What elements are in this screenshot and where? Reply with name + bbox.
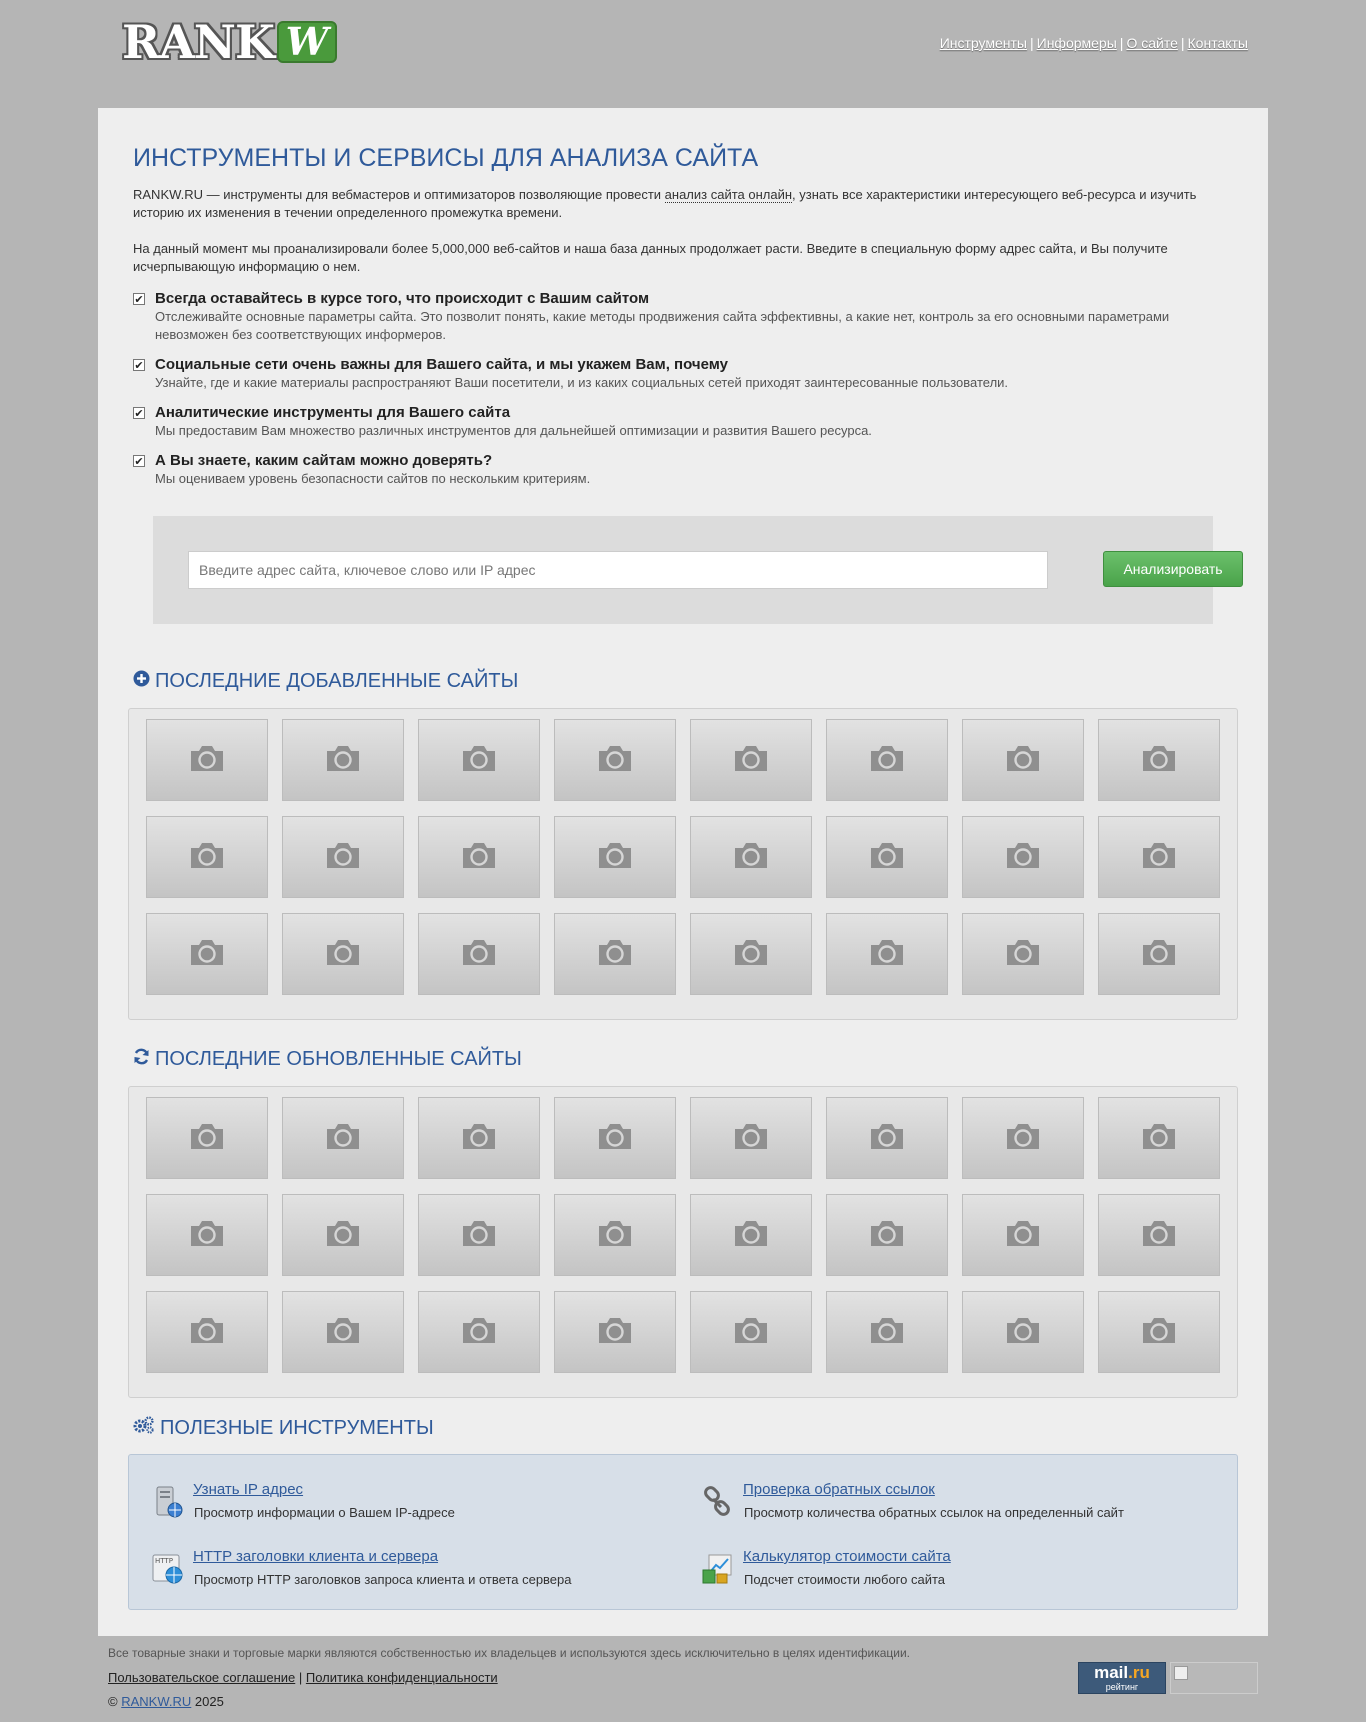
site-thumbnail[interactable] (146, 719, 268, 801)
intro-paragraph-2: На данный момент мы проанализировали более 5,000,000 веб-сайтов и наша база данных продолжает расти. Введите в специальную форму адрес сайта, и Вы получите исчерпывающую информацию о нем. (133, 241, 1168, 274)
site-thumbnail[interactable] (826, 1194, 948, 1276)
copyright-year: 2025 (194, 1694, 224, 1709)
tool-item-http-headers (151, 1548, 671, 1594)
tool-description: Просмотр информации о Вашем IP-адресе (194, 1505, 455, 1520)
nav-about-link[interactable]: О сайте (1126, 35, 1178, 51)
tools-heading (133, 1416, 434, 1440)
camera-icon (187, 743, 227, 777)
camera-icon (1139, 1121, 1179, 1155)
user-agreement-link[interactable]: Пользовательское соглашение (108, 1670, 296, 1685)
feature-item (133, 404, 872, 440)
tool-item-ip (151, 1481, 671, 1527)
tool-link[interactable]: HTTP заголовки клиента и сервера (193, 1548, 439, 1565)
camera-icon (1003, 937, 1043, 971)
http-icon (151, 1552, 185, 1586)
site-thumbnail[interactable] (418, 1194, 540, 1276)
nav-separator: | (1180, 35, 1185, 51)
nav-informers-link[interactable]: Информеры (1036, 35, 1117, 51)
camera-icon (595, 1218, 635, 1252)
site-thumbnail[interactable] (826, 816, 948, 898)
site-thumbnail[interactable] (1098, 816, 1220, 898)
camera-icon (731, 1121, 771, 1155)
tool-link[interactable]: Узнать IP адрес (193, 1481, 304, 1498)
intro-text: RANKW.RU — инструменты для вебмастеров и оптимизаторов позволяющие провести (133, 187, 665, 202)
site-thumbnail[interactable] (282, 1291, 404, 1373)
site-thumbnail[interactable] (282, 719, 404, 801)
recent-added-grid (128, 708, 1238, 1020)
site-thumbnail[interactable] (1098, 1097, 1220, 1179)
site-thumbnail[interactable] (1098, 1194, 1220, 1276)
camera-icon (1139, 743, 1179, 777)
copyright-symbol: © (108, 1694, 118, 1709)
camera-icon (459, 743, 499, 777)
camera-icon (1139, 840, 1179, 874)
feature-title: Аналитические инструменты для Вашего сайта (155, 404, 511, 421)
site-thumbnail[interactable] (554, 1097, 676, 1179)
feature-item (133, 290, 1233, 344)
site-thumbnail[interactable] (690, 1291, 812, 1373)
camera-icon (1003, 1218, 1043, 1252)
mailru-brand: mail (1094, 1663, 1129, 1682)
tool-description: Просмотр HTTP заголовков запроса клиента и ответа сервера (194, 1572, 572, 1587)
feature-title: А Вы знаете, каким сайтам можно доверять? (155, 452, 493, 469)
site-thumbnail[interactable] (826, 1291, 948, 1373)
tool-description: Просмотр количества обратных ссылок на определенный сайт (744, 1505, 1124, 1520)
camera-icon (595, 1315, 635, 1349)
site-thumbnail[interactable] (962, 719, 1084, 801)
camera-icon (867, 840, 907, 874)
feature-description: Узнайте, где и какие материалы распространяют Ваши посетители, и из каких социальных сетей приходят заинтересованные пользователи. (155, 375, 1009, 390)
broken-image-icon (1174, 1666, 1188, 1680)
page-title: ИНСТРУМЕНТЫ И СЕРВИСЫ ДЛЯ АНАЛИЗА САЙТА (133, 144, 759, 172)
site-thumbnail[interactable] (418, 719, 540, 801)
feature-description: Мы оцениваем уровень безопасности сайтов по нескольким критериям. (155, 471, 591, 486)
site-logo[interactable] (122, 15, 337, 69)
tool-item-site-value (701, 1548, 1221, 1594)
tool-link[interactable]: Проверка обратных ссылок (743, 1481, 935, 1498)
camera-icon (323, 1121, 363, 1155)
tool-item-backlinks (701, 1481, 1221, 1527)
camera-icon (595, 937, 635, 971)
nav-contacts-link[interactable]: Контакты (1187, 35, 1248, 51)
camera-icon (867, 1315, 907, 1349)
camera-icon (459, 937, 499, 971)
site-thumbnail[interactable] (962, 1194, 1084, 1276)
camera-icon (187, 840, 227, 874)
logo-w-badge: W (277, 21, 337, 63)
camera-icon (1003, 1121, 1043, 1155)
intro-paragraph-1 (133, 186, 1233, 222)
feature-item (133, 356, 1008, 392)
plus-circle-icon (133, 670, 150, 693)
logo-rank-text: RANK (122, 15, 274, 69)
trademark-disclaimer: Все товарные знаки и торговые марки являются собственностью их владельцев и используются здесь исключительно в целях идентификации. (108, 1646, 911, 1660)
thumbnail-grid (146, 1097, 1220, 1373)
nav-separator: | (1030, 35, 1034, 51)
camera-icon (323, 1218, 363, 1252)
site-thumbnail[interactable] (554, 1194, 676, 1276)
link-icon (701, 1485, 735, 1519)
tool-description: Подсчет стоимости любого сайта (744, 1572, 945, 1587)
main-panel (98, 108, 1268, 1636)
camera-icon (1003, 743, 1043, 777)
site-thumbnail[interactable] (962, 1291, 1084, 1373)
footer-separator: | (298, 1670, 303, 1685)
tools-panel (128, 1454, 1238, 1610)
camera-icon (323, 840, 363, 874)
checkbox-checked-icon: ✔ (134, 294, 144, 306)
section-title-text: ПОСЛЕДНИЕ ДОБАВЛЕННЫЕ САЙТЫ (155, 670, 519, 692)
nav-separator: | (1119, 35, 1124, 51)
site-thumbnail[interactable] (146, 1291, 268, 1373)
section-title-text: ПОСЛЕДНИЕ ОБНОВЛЕННЫЕ САЙТЫ (155, 1048, 522, 1070)
analyze-button[interactable]: Анализировать (1103, 551, 1243, 587)
site-thumbnail[interactable] (962, 913, 1084, 995)
copyright (108, 1694, 224, 1709)
http-icon-label: HTTP (155, 1557, 173, 1565)
site-thumbnail[interactable] (1098, 913, 1220, 995)
site-thumbnail[interactable] (282, 816, 404, 898)
site-thumbnail[interactable] (690, 719, 812, 801)
camera-icon (867, 1218, 907, 1252)
camera-icon (1139, 1218, 1179, 1252)
site-thumbnail[interactable] (690, 1097, 812, 1179)
mailru-dot: .ru (1128, 1663, 1150, 1682)
mailru-rating-badge[interactable] (1078, 1662, 1166, 1694)
site-thumbnail[interactable] (826, 719, 948, 801)
site-thumbnail[interactable] (282, 1194, 404, 1276)
site-search-input[interactable] (188, 551, 1048, 589)
camera-icon (595, 1121, 635, 1155)
site-thumbnail[interactable] (418, 816, 540, 898)
camera-icon (731, 1315, 771, 1349)
camera-icon (459, 1315, 499, 1349)
camera-icon (731, 743, 771, 777)
site-thumbnail[interactable] (418, 913, 540, 995)
recent-added-heading (133, 670, 518, 693)
site-thumbnail[interactable] (826, 913, 948, 995)
home-link[interactable]: RANKW.RU (121, 1694, 192, 1709)
camera-icon (187, 1315, 227, 1349)
camera-icon (731, 937, 771, 971)
site-thumbnail[interactable] (962, 816, 1084, 898)
mailru-subtitle: рейтинг (1105, 1682, 1139, 1692)
feature-description: Отслеживайте основные параметры сайта. Это позволит понять, какие методы продвижения сайта эффективны, а какие нет, контроль за его основными параметрами невозможен без соответствующих информеров. (155, 309, 1170, 342)
section-title-text: ПОЛЕЗНЫЕ ИНСТРУМЕНТЫ (160, 1416, 434, 1439)
site-analysis-link[interactable]: анализ сайта онлайн (664, 187, 793, 202)
calculator-chart-icon (701, 1552, 735, 1586)
site-thumbnail[interactable] (282, 913, 404, 995)
camera-icon (459, 1218, 499, 1252)
site-thumbnail[interactable] (690, 1194, 812, 1276)
camera-icon (867, 937, 907, 971)
site-thumbnail[interactable] (554, 816, 676, 898)
camera-icon (1003, 1315, 1043, 1349)
camera-icon (1139, 1315, 1179, 1349)
mailru-logo-text (1079, 1663, 1165, 1682)
privacy-policy-link[interactable]: Политика конфиденциальности (305, 1670, 498, 1685)
recent-updated-heading (133, 1048, 522, 1071)
checkbox-checked-icon: ✔ (134, 456, 144, 468)
footer-links (108, 1670, 498, 1685)
site-thumbnail[interactable] (146, 1097, 268, 1179)
camera-icon (323, 937, 363, 971)
site-thumbnail[interactable] (1098, 1291, 1220, 1373)
camera-icon (459, 840, 499, 874)
site-thumbnail[interactable] (690, 913, 812, 995)
camera-icon (867, 1121, 907, 1155)
camera-icon (867, 743, 907, 777)
camera-icon (595, 840, 635, 874)
site-thumbnail[interactable] (282, 1097, 404, 1179)
site-thumbnail[interactable] (418, 1097, 540, 1179)
camera-icon (187, 937, 227, 971)
top-nav (940, 35, 1248, 51)
site-thumbnail[interactable] (962, 1097, 1084, 1179)
gears-icon (133, 1416, 155, 1440)
site-thumbnail[interactable] (554, 1291, 676, 1373)
nav-tools-link[interactable]: Инструменты (939, 35, 1027, 51)
camera-icon (323, 1315, 363, 1349)
camera-icon (187, 1121, 227, 1155)
feature-title: Социальные сети очень важны для Вашего сайта, и мы укажем Вам, почему (155, 356, 728, 373)
feature-item (133, 452, 590, 488)
camera-icon (459, 1121, 499, 1155)
refresh-icon (133, 1048, 150, 1071)
site-thumbnail[interactable] (826, 1097, 948, 1179)
site-thumbnail[interactable] (146, 1194, 268, 1276)
site-thumbnail[interactable] (418, 1291, 540, 1373)
site-thumbnail[interactable] (146, 913, 268, 995)
checkbox-checked-icon: ✔ (134, 408, 144, 420)
site-thumbnail[interactable] (146, 816, 268, 898)
broken-counter-image[interactable] (1170, 1662, 1258, 1694)
camera-icon (323, 743, 363, 777)
intro-text: , узнать все характеристики интересующего веб-ресурса и изучить историю их изменения в течении определенного промежутка времени. (133, 187, 1197, 220)
camera-icon (595, 743, 635, 777)
tool-link[interactable]: Калькулятор стоимости сайта (743, 1548, 951, 1565)
camera-icon (1139, 937, 1179, 971)
checkbox-checked-icon: ✔ (134, 360, 144, 372)
header (0, 0, 1366, 108)
camera-icon (187, 1218, 227, 1252)
camera-icon (731, 840, 771, 874)
site-thumbnail[interactable] (554, 719, 676, 801)
thumbnail-grid (146, 719, 1220, 995)
server-icon (151, 1485, 185, 1519)
feature-title: Всегда оставайтесь в курсе того, что происходит с Вашим сайтом (155, 290, 650, 307)
feature-description: Мы предоставим Вам множество различных инструментов для дальнейшей оптимизации и развития Вашего ресурса. (155, 423, 872, 438)
recent-updated-grid (128, 1086, 1238, 1398)
camera-icon (731, 1218, 771, 1252)
site-thumbnail[interactable] (1098, 719, 1220, 801)
site-thumbnail[interactable] (690, 816, 812, 898)
search-form (153, 516, 1223, 624)
site-thumbnail[interactable] (554, 913, 676, 995)
camera-icon (1003, 840, 1043, 874)
